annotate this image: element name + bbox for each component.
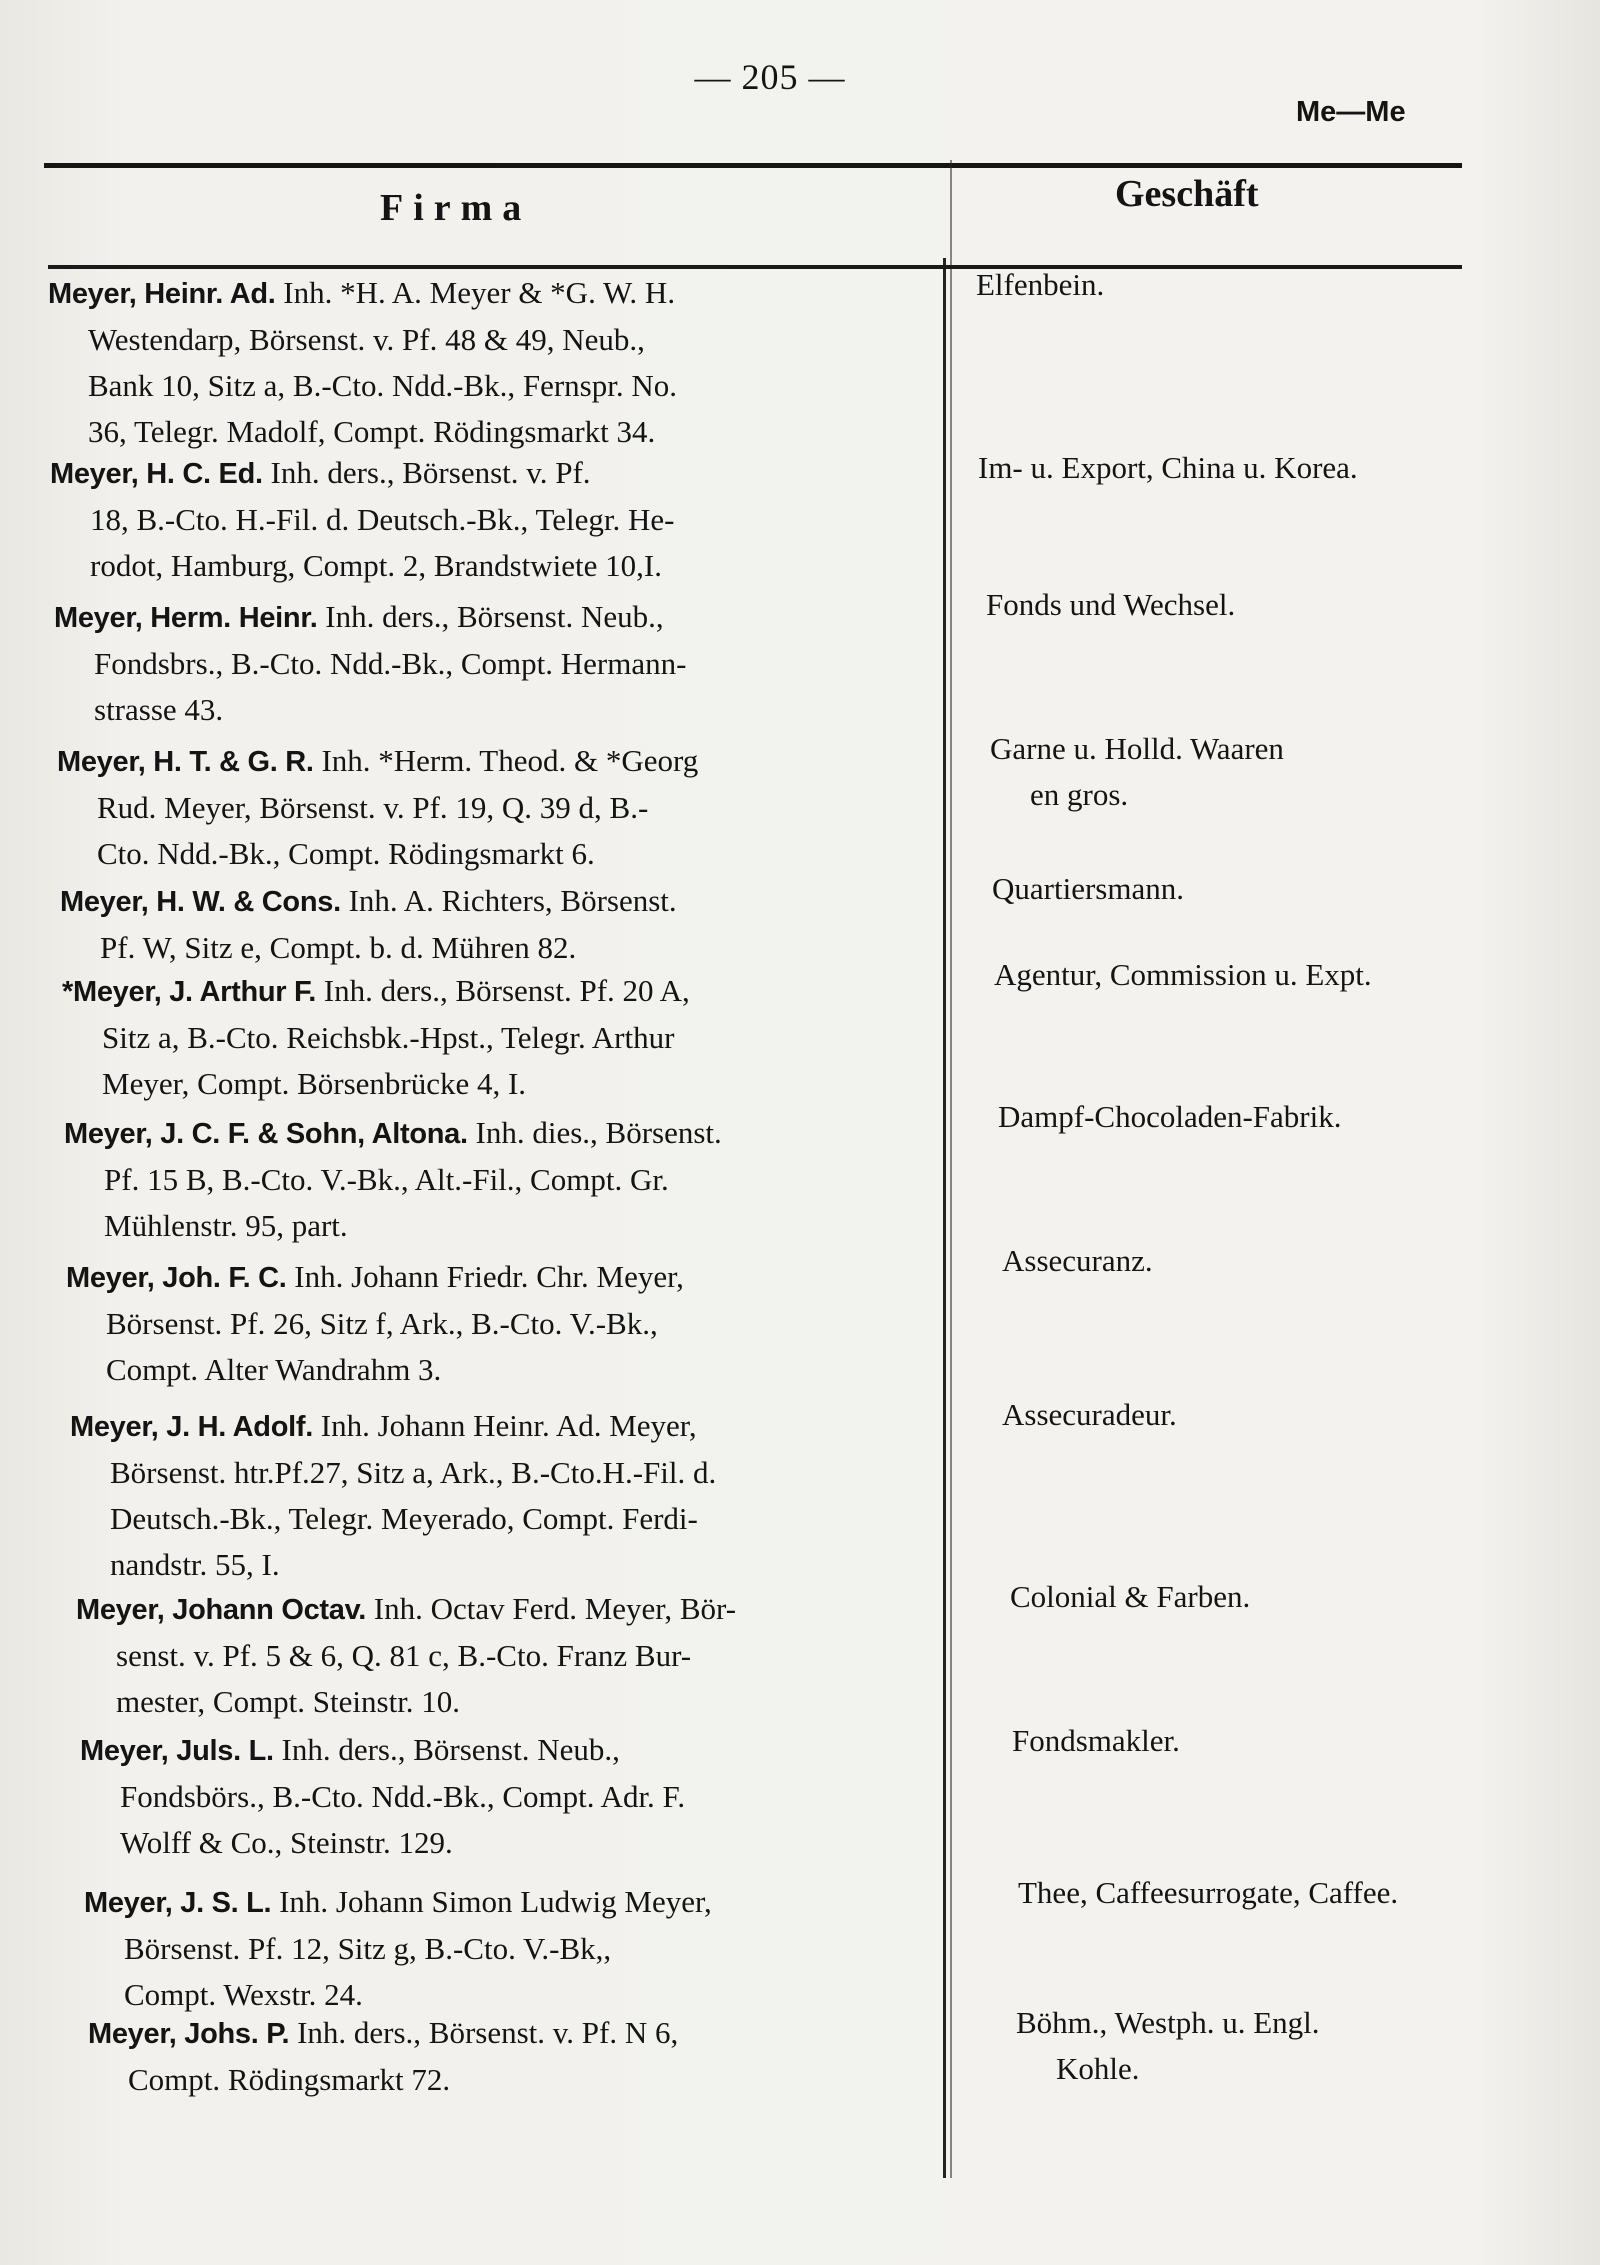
column-header-geschaeft: Geschäft [1115,173,1259,215]
business-line: Fonds und Wechsel. [986,587,1236,622]
business-description [1012,1718,1532,1764]
business-line: en gros. [1030,777,1129,812]
firm-details-line: Westendarp, Börsenst. v. Pf. 48 & 49, Neub., [88,322,645,357]
firm-details-first-line: Inh. ders., Börsenst. Neub., [281,1732,620,1767]
firm-entry [62,968,942,1107]
column-divider-thin [950,160,952,2178]
firm-details-line: Rud. Meyer, Börsenst. v. Pf. 19, Q. 39 d, B.- [97,790,649,825]
firm-entry [76,1586,956,1725]
firm-details-line: Bank 10, Sitz a, B.-Cto. Ndd.-Bk., Fernspr. No. [88,368,677,403]
business-description [978,445,1498,491]
running-head: Me—Me [1296,96,1406,128]
firm-name: Meyer, H. W. & Cons. [60,886,341,918]
firm-details-first-line: Inh. Johann Heinr. Ad. Meyer, [320,1408,697,1443]
firm-details-line: Mühlenstr. 95, part. [104,1208,348,1243]
firm-name: Meyer, Johann Octav. [76,1594,367,1626]
firm-details-line: Börsenst. Pf. 12, Sitz g, B.-Cto. V.-Bk,, [124,1931,612,1966]
firm-details-line: Börsenst. htr.Pf.27, Sitz a, Ark., B.-Cto.H.-Fil. d. [110,1455,717,1490]
firm-entry [88,2010,968,2103]
business-line: Agentur, Commission u. Expt. [994,957,1372,992]
firm-name: Meyer, J. H. Adolf. [70,1411,314,1443]
firm-name: Meyer, H. T. & G. R. [57,746,314,778]
firm-details-line: senst. v. Pf. 5 & 6, Q. 81 c, B.-Cto. Franz Bur- [116,1638,692,1673]
firm-name: Meyer, Juls. L. [80,1735,274,1767]
business-line: Dampf-Chocoladen-Fabrik. [998,1099,1342,1134]
firm-details-line: Sitz a, B.-Cto. Reichsbk.-Hpst., Telegr. Arthur [102,1020,675,1055]
firm-details-first-line: Inh. ders., Börsenst. v. Pf. [270,455,591,490]
business-line: Kohle. [1056,2051,1140,2086]
business-line: Böhm., Westph. u. Engl. [1016,2005,1320,2040]
column-header-firma: Firma [380,187,532,229]
business-description [1002,1238,1522,1284]
business-line: Fondsmakler. [1012,1723,1180,1758]
firm-details-line: Compt. Wexstr. 24. [124,1977,363,2012]
firm-name: Meyer, Johs. P. [88,2018,290,2050]
firm-name: *Meyer, J. Arthur F. [62,976,317,1008]
business-description [992,866,1512,912]
business-description [986,582,1506,628]
firm-details-line: Börsenst. Pf. 26, Sitz f, Ark., B.-Cto. V.-Bk., [106,1306,658,1341]
firm-entry [60,878,940,971]
firm-name: Meyer, H. C. Ed. [50,458,263,490]
business-line: Thee, Caffeesurrogate, Caffee. [1018,1875,1399,1910]
firm-details-line: Compt. Alter Wandrahm 3. [106,1352,442,1387]
firm-details-first-line: Inh. A. Richters, Börsenst. [348,883,677,918]
firm-details-first-line: Inh. Johann Simon Ludwig Meyer, [279,1884,712,1919]
firm-entry [57,738,937,877]
firm-name: Meyer, Heinr. Ad. [48,278,276,310]
firm-details-line: Compt. Rödingsmarkt 72. [128,2062,451,2097]
firm-details-line: Fondsbrs., B.-Cto. Ndd.-Bk., Compt. Hermann- [94,646,687,681]
firm-name: Meyer, J. S. L. [84,1887,272,1919]
business-line: Assecuranz. [1002,1243,1153,1278]
firm-details-line: nandstr. 55, I. [110,1547,280,1582]
firm-details-first-line: Inh. dies., Börsenst. [475,1115,722,1150]
firm-details-line: Cto. Ndd.-Bk., Compt. Rödingsmarkt 6. [97,836,595,871]
firm-details-first-line: Inh. ders., Börsenst. v. Pf. N 6, [297,2015,679,2050]
firm-details-line: Wolff & Co., Steinstr. 129. [120,1825,453,1860]
header-top-rule [44,163,1462,168]
page-number: — 205 — [694,57,846,97]
firm-details-line: Fondsbörs., B.-Cto. Ndd.-Bk., Compt. Adr. F. [120,1779,686,1814]
firm-name: Meyer, J. C. F. & Sohn, Altona. [64,1118,468,1150]
firm-details-line: mester, Compt. Steinstr. 10. [116,1684,461,1719]
business-description [1010,1574,1530,1620]
firm-entry [66,1254,946,1393]
business-line: Colonial & Farben. [1010,1579,1251,1614]
firm-entry [48,270,928,455]
firm-entry [64,1110,944,1249]
firm-name: Meyer, Herm. Heinr. [54,602,318,634]
firm-details-line: Pf. W, Sitz e, Compt. b. d. Mühren 82. [100,930,577,965]
business-line: Elfenbein. [976,267,1105,302]
business-description [994,952,1514,998]
business-description [998,1094,1518,1140]
firm-details-first-line: Inh. Johann Friedr. Chr. Meyer, [294,1259,684,1294]
business-line: Garne u. Holld. Waaren [990,731,1284,766]
firm-details-line: 36, Telegr. Madolf, Compt. Rödingsmarkt 34. [88,414,656,449]
firm-details-line: Pf. 15 B, B.-Cto. V.-Bk., Alt.-Fil., Compt. Gr. [104,1162,669,1197]
business-description [976,262,1496,308]
business-description [1018,1870,1538,1916]
business-description [1002,1392,1522,1438]
business-line: Im- u. Export, China u. Korea. [978,450,1358,485]
firm-details-first-line: Inh. ders., Börsenst. Neub., [325,599,664,634]
firm-entry [54,594,934,733]
firm-name: Meyer, Joh. F. C. [66,1262,287,1294]
firm-details-line: rodot, Hamburg, Compt. 2, Brandstwiete 10,I. [90,548,663,583]
firm-details-line: strasse 43. [94,692,224,727]
business-description [1016,2000,1536,2092]
firm-entry [84,1879,964,2018]
firm-details-line: 18, B.-Cto. H.-Fil. d. Deutsch.-Bk., Telegr. He- [90,502,675,537]
firm-details-first-line: Inh. Octav Ferd. Meyer, Bör- [373,1591,737,1626]
firm-details-first-line: Inh. *Herm. Theod. & *Georg [321,743,699,778]
firm-details-first-line: Inh. *H. A. Meyer & *G. W. H. [283,275,676,310]
business-line: Assecuradeur. [1002,1397,1177,1432]
firm-details-line: Meyer, Compt. Börsenbrücke 4, I. [102,1066,527,1101]
business-description [990,726,1510,818]
firm-entry [80,1727,960,1866]
firm-entry [70,1403,950,1588]
firm-details-first-line: Inh. ders., Börsenst. Pf. 20 A, [323,973,690,1008]
firm-entry [50,450,930,589]
business-line: Quartiersmann. [992,871,1184,906]
firm-details-line: Deutsch.-Bk., Telegr. Meyerado, Compt. Ferdi- [110,1501,698,1536]
